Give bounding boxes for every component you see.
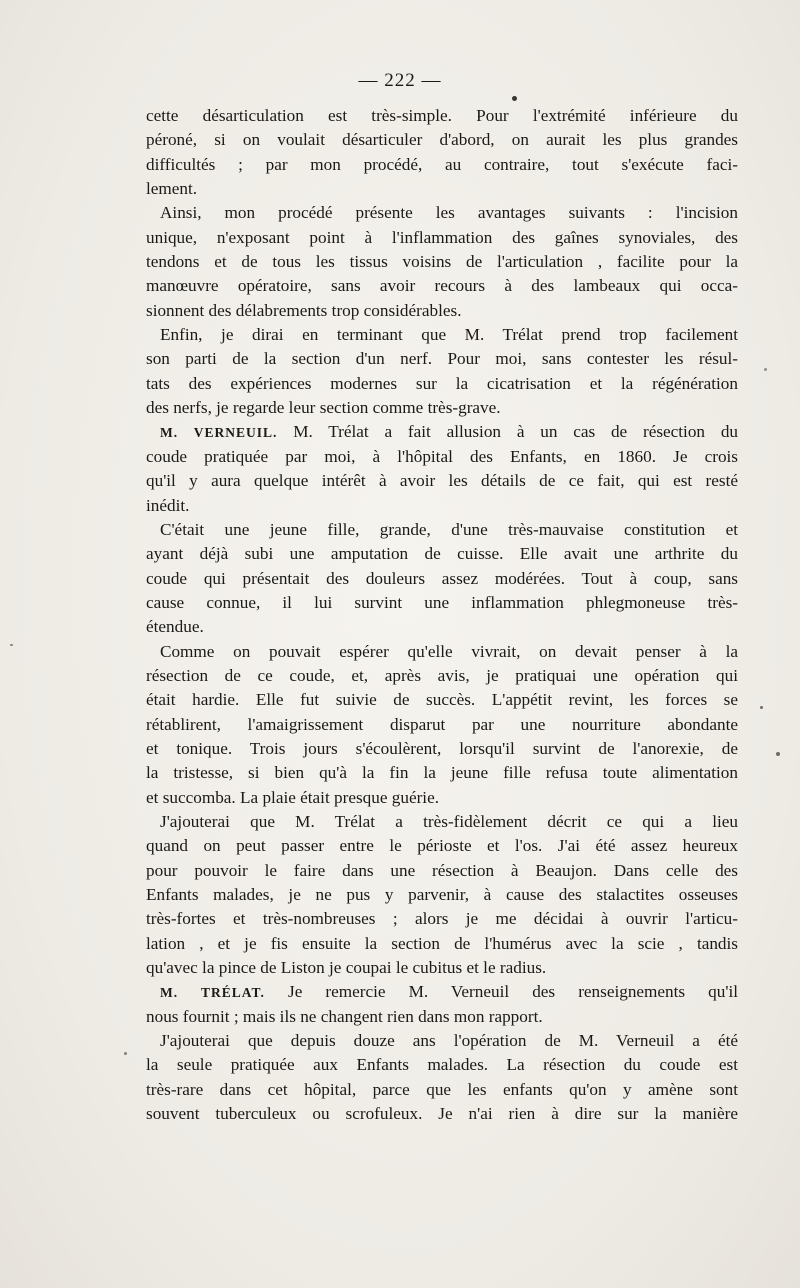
speaker-name: M. TRÉLAT. — [160, 985, 265, 1001]
line-text: résection de ce coude, et, après avis, je pratiquai une opération qui — [146, 665, 738, 685]
text-line — [146, 567, 738, 591]
line-text: quand on peut passer entre le périoste et l'os. J'ai été assez heureux — [146, 836, 738, 856]
text-line — [146, 469, 738, 493]
line-text: coude qui présentait des douleurs assez modérées. Tout à coup, sans — [146, 568, 738, 588]
line-text: coude pratiquée par moi, à l'hôpital des Enfants, en 1860. Je crois — [146, 446, 738, 466]
text-line — [146, 786, 738, 810]
line-text: tats des expériences modernes sur la cicatrisation et la régénération — [146, 373, 738, 393]
text-line — [146, 907, 738, 931]
line-text: et tonique. Trois jours s'écoulèrent, lorsqu'il survint de l'anorexie, de — [146, 738, 738, 758]
text-line — [146, 1102, 738, 1126]
text-line — [146, 713, 738, 737]
print-speck — [10, 644, 13, 646]
text-line — [146, 201, 738, 225]
line-text: Enfants malades, je ne pus y parvenir, à cause des stalactites osseuses — [146, 885, 738, 904]
line-text: cette désarticulation est très-simple. Pour l'extrémité inférieure du — [146, 106, 738, 125]
print-speck — [776, 752, 780, 756]
print-speck — [512, 96, 517, 101]
text-line — [146, 1005, 738, 1029]
line-text: rétablirent, l'amaigrissement disparut par une nourriture abondante — [146, 714, 738, 734]
text-line — [146, 518, 738, 542]
text-line — [146, 688, 738, 712]
line-text: lation , et je fis ensuite la section de l'humérus avec la scie , tandis — [146, 933, 738, 953]
text-line — [146, 1029, 738, 1053]
text-line — [146, 883, 738, 907]
text-line — [146, 1078, 738, 1102]
line-text: manœuvre opératoire, sans avoir recours à des lambeaux qui occa- — [146, 276, 738, 296]
line-text: inédit. — [146, 495, 190, 515]
line-text: tendons et de tous les tissus voisins de l'articulation , facilite pour la — [146, 252, 738, 272]
speaker-name: M. VERNEUIL. — [160, 425, 278, 441]
text-line — [146, 980, 738, 1004]
line-text: Enfin, je dirai en terminant que M. Trélat prend trop facilement — [160, 325, 738, 345]
line-text: ayant déjà subi une amputation de cuisse. Elle avait une arthrite du — [146, 544, 738, 564]
line-text: nous fournit ; mais ils ne changent rien dans mon rapport. — [146, 1006, 543, 1026]
text-line — [146, 761, 738, 785]
line-text: très-fortes et très-nombreuses ; alors je me décidai à ouvrir l'articu- — [146, 909, 738, 929]
text-line — [146, 737, 738, 761]
page-number: — 222 — — [358, 70, 442, 91]
text-line — [146, 1053, 738, 1077]
line-text: lement. — [146, 179, 198, 199]
line-text: difficultés ; par mon procédé, au contraire, tout s'exécute faci- — [146, 154, 738, 174]
line-text: la tristesse, si bien qu'à la fin la jeune fille refusa toute alimentation — [146, 763, 738, 783]
text-line — [146, 810, 738, 834]
text-line — [146, 274, 738, 298]
text-line — [146, 420, 738, 444]
line-text: J'ajouterai que M. Trélat a très-fidèlement décrit ce qui a lieu — [160, 811, 738, 831]
line-text: péroné, si on voulait désarticuler d'abord, on aurait les plus grandes — [146, 130, 738, 150]
line-text: était hardie. Elle fut suivie de succès. L'appétit revint, les forces se — [146, 690, 738, 710]
text-line — [146, 664, 738, 688]
line-text: et succomba. La plaie était presque guérie. — [146, 787, 440, 807]
print-speck — [760, 706, 763, 709]
text-line — [146, 323, 738, 347]
line-text: Ainsi, mon procédé présente les avantages suivants : l'incision — [160, 203, 738, 223]
line-text: cause connue, il lui survint une inflammation phlegmoneuse très- — [146, 592, 738, 612]
line-text: Comme on pouvait espérer qu'elle vivrait, on devait penser à la — [160, 641, 738, 661]
line-text: très-rare dans cet hôpital, parce que les enfants qu'on y amène sont — [146, 1079, 738, 1099]
line-text: unique, n'exposant point à l'inflammation des gaînes synoviales, des — [146, 227, 738, 247]
text-line — [146, 542, 738, 566]
text-line — [146, 347, 738, 371]
text-line — [146, 153, 738, 177]
line-text: sionnent des délabrements trop considérables. — [146, 300, 462, 320]
text-line — [146, 104, 738, 128]
text-line — [146, 445, 738, 469]
line-text: des nerfs, je regarde leur section comme très-grave. — [146, 398, 501, 418]
line-text: pour pouvoir le faire dans une résection à Beaujon. Dans celle des — [146, 860, 738, 880]
line-text: M. Trélat a fait allusion à un cas de résection du — [293, 422, 739, 442]
text-line — [146, 956, 738, 980]
line-text: Je remercie M. Verneuil des renseignements qu'il — [288, 982, 739, 1002]
text-line — [146, 372, 738, 396]
line-text: qu'il y aura quelque intérêt à avoir les détails de ce fait, qui est resté — [146, 471, 738, 491]
line-text: C'était une jeune fille, grande, d'une très-mauvaise constitution et — [160, 519, 738, 539]
text-line — [146, 494, 738, 518]
text-line — [146, 859, 738, 883]
text-line — [146, 615, 738, 639]
line-text: qu'avec la pince de Liston je coupai le cubitus et le radius. — [146, 958, 547, 978]
line-text: la seule pratiquée aux Enfants malades. La résection du coude est — [146, 1055, 738, 1075]
text-line — [146, 128, 738, 152]
body-text — [146, 104, 738, 1126]
text-line — [146, 226, 738, 250]
text-line — [146, 396, 738, 420]
text-line — [146, 834, 738, 858]
line-text: son parti de la section d'un nerf. Pour moi, sans contester les résul- — [146, 349, 738, 369]
text-line — [146, 640, 738, 664]
line-text: étendue. — [146, 617, 204, 637]
text-line — [146, 250, 738, 274]
line-text: J'ajouterai que depuis douze ans l'opération de M. Verneuil a été — [160, 1031, 738, 1051]
print-speck — [764, 368, 767, 371]
text-line — [146, 591, 738, 615]
line-text: souvent tuberculeux ou scrofuleux. Je n'ai rien à dire sur la manière — [146, 1104, 738, 1124]
text-line — [146, 299, 738, 323]
text-line — [146, 177, 738, 201]
text-line — [146, 932, 738, 956]
print-speck — [124, 1052, 127, 1055]
